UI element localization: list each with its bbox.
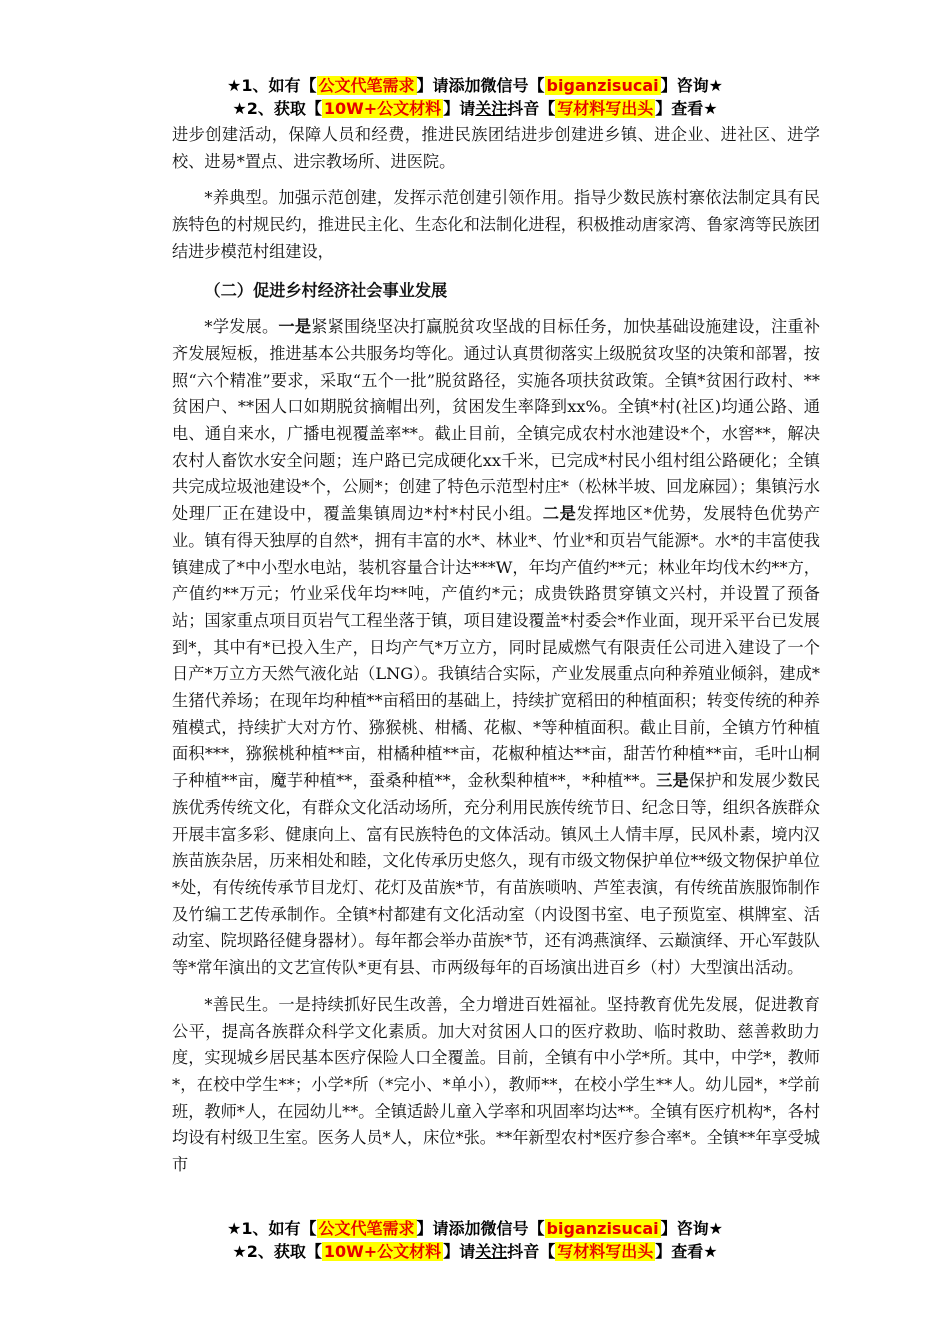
highlight-text: 10W+公文材料	[323, 1242, 442, 1261]
banner-text: 】咨询★	[660, 1219, 723, 1238]
paragraph: *善民生。一是持续抓好民生改善，全力增进百姓福祉。坚持教育优先发展，促进教育公平，提高各族群众科学文化素质。加大对贫困人口的医疗救助、临时救助、慈善救助力度，实现城乡居民基本医疗保险人口全覆盖。目前，全镇有中小学*所。其中，中学*，教师*，在校中学生**；小学*所（*完小、*单小），教师**，在校小学生**人。幼儿园*，*学前班，教师*人，在园幼儿**。全镇适龄儿童入学率和巩固率均达**。全镇有医疗机构*，各村均设有村级卫生室。医务人员*人，床位*张。**年新型农村*医疗参合率*。全镇**年享受城市	[172, 994, 820, 1175]
banner-text: 抖音【	[507, 99, 556, 118]
douyin-account-highlight: 写材料写出头	[557, 1242, 654, 1261]
banner-text: 抖音【	[507, 1242, 556, 1261]
footer-banner-line-2	[0, 1240, 950, 1264]
emphasis-text: 二是	[542, 504, 577, 524]
header-banner-line-2	[0, 97, 950, 121]
banner-text: 】请添加微信号【	[416, 1219, 545, 1238]
highlight-text: 公文代笔需求	[318, 76, 415, 95]
banner-text: 】查看★	[655, 1242, 718, 1261]
banner-text: ★1、如有【	[227, 76, 317, 95]
section-heading: （二）促进乡村经济社会事业发展	[204, 280, 448, 300]
banner-text: ★1、如有【	[227, 1219, 317, 1238]
paragraph: *养典型。加强示范创建，发挥示范创建引领作用。指导少数民族村寨依法制定具有民族特色的村规民约，推进民主化、生态化和法制化进程，积极推动唐家湾、鲁家湾等民族团结进步模范村组建设，	[172, 188, 820, 261]
wechat-id-highlight: biganzisucai	[546, 1219, 659, 1238]
highlight-text: 10W+公文材料	[323, 99, 442, 118]
underlined-text: 关注	[475, 99, 508, 118]
paragraph: 进步创建活动，保障人员和经费，推进民族团结进步创建进乡镇、进企业、进社区、进学校、进易*置点、进宗教场所、进医院。	[172, 125, 820, 171]
banner-text: 】请	[443, 99, 476, 118]
paragraph	[172, 314, 820, 982]
banner-text: 】请添加微信号【	[416, 76, 545, 95]
banner-text: ★2、获取【	[232, 1242, 322, 1261]
emphasis-text: 三是	[656, 771, 689, 791]
document-body	[172, 122, 820, 1179]
banner-text: 】查看★	[655, 99, 718, 118]
banner-text: 】请	[443, 1242, 476, 1261]
banner-text: 】咨询★	[660, 76, 723, 95]
banner-text: ★2、获取【	[232, 99, 322, 118]
emphasis-text: 一是	[278, 317, 312, 337]
paragraph-text: 紧紧围绕坚决打赢脱贫攻坚战的目标任务，加快基础设施建设，注重补齐发展短板，推进基本公共服务均等化。通过认真贯彻落实上级脱贫攻坚的决策和部署，按照“六个精准”要求，采取“五个一批”脱贫路径，实施各项扶贫政策。全镇*贫困行政村、**贫困户、**困人口如期脱贫摘帽出列，贫困发生率降到xx%。全镇*村(社区)均通公路、通电、通自来水，广播电视覆盖率**。截止目前，全镇完成农村水池建设*个，水窖**，解决农村人畜饮水安全问题；连户路已完成硬化xx千米，已完成*村民小组村组公路硬化；全镇共完成垃圾池建设*个，公厕*；创建了特色示范型村庄*（松林半坡、回龙麻园）；集镇污水处理厂正在建设中，覆盖集镇周边*村*村民小组。	[172, 317, 821, 524]
paragraph-text: *学发展。	[204, 317, 279, 337]
douyin-account-highlight: 写材料写出头	[557, 99, 654, 118]
paragraph-text: 保护和发展少数民族优秀传统文化，有群众文化活动场所，充分利用民族传统节日、纪念日等，组织各族群众开展丰富多彩、健康向上、富有民族特色的文体活动。镇风土人情丰厚，民风朴素，境内汉族苗族杂居，历来相处和睦，文化传承历史悠久，现有市级文物保护单位**级文物保护单位*处，有传统传承节目龙灯、花灯及苗族*节，有苗族唢呐、芦笙表演，有传统苗族服饰制作及竹编工艺传承制作。全镇*村都建有文化活动室（内设图书室、电子预览室、棋牌室、活动室、院坝路径健身器材）。每年都会举办苗族*节，还有鸿燕演绎、云巅演绎、开心军鼓队等*常年演出的文艺宣传队*更有县、市两级每年的百场演出进百乡（村）大型演出活动。	[172, 771, 821, 978]
footer-banner-line-1	[0, 1217, 950, 1241]
highlight-text: 公文代笔需求	[318, 1219, 415, 1238]
header-banner-line-1	[0, 74, 950, 98]
wechat-id-highlight: biganzisucai	[546, 76, 659, 95]
underlined-text: 关注	[475, 1242, 508, 1261]
paragraph-text: 发挥地区*优势，发展特色优势产业。镇有得天独厚的自然*，拥有丰富的水*、林业*、竹业*和页岩气能源*。水*的丰富使我镇建成了*中小型水电站，装机容量合计达***W，年均产值约**元；林业年均伐木约**方，产值约**万元；竹业采伐年均**吨，产值约*元；成贵铁路贯穿镇文兴村，并设置了预备站；国家重点项目页岩气工程坐落于镇，项目建设覆盖*村委会*作业面，现开采平台已发展到*，其中有*已投入生产，日均产气*万立方，同时昆威燃气有限责任公司进入建设了一个日产*万立方天然气液化站（LNG）。我镇结合实际，产业发展重点向种养殖业倾斜，建成*生猪代养场；在现年均种植**亩稻田的基础上，持续扩宽稻田的种植面积；转变传统的种养殖模式，持续扩大对方竹、猕猴桃、柑橘、花椒、*等种植面积。截止目前，全镇方竹种植面积***，猕猴桃种植**亩，柑橘种植**亩，花椒种植达**亩，甜苦竹种植**亩，毛叶山桐子种植**亩，魔芋种植**，蚕桑种植**，金秋梨种植**，*种植**。	[172, 504, 821, 791]
